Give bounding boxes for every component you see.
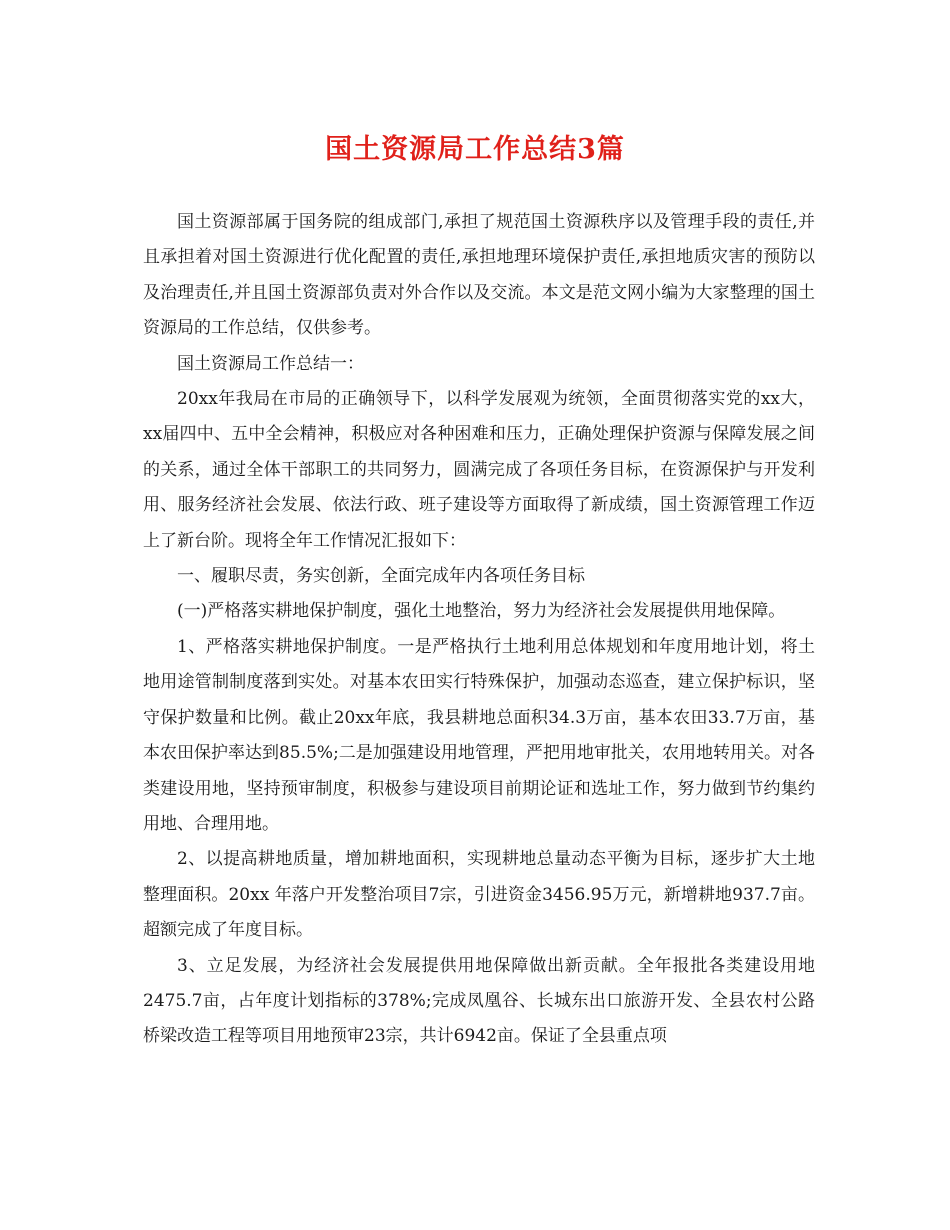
document-title: 国土资源局工作总结3篇 — [325, 134, 625, 165]
paragraph-summary: 20xx年我局在市局的正确领导下，以科学发展观为统领，全面贯彻落实党的xx大，xx届四中、五中全会精神，积极应对各种困难和压力，正确处理保护资源与保障发展之间的关系，通过全体干部职工的共同努力，圆满完成了各项任务目标，在资源保护与开发利用、服务经济社会发展、依法行政、班子建设等方面取得了新成绩，国土资源管理工作迈上了新台阶。现将全年工作情况汇报如下： — [143, 389, 815, 551]
paragraph-intro: 国土资源部属于国务院的组成部门,承担了规范国土资源秩序以及管理手段的责任,并且承担着对国土资源进行优化配置的责任,承担地理环境保护责任,承担地质灾害的预防以及治理责任,并且国土资源部负责对外合作以及交流。本文是范文网小编为大家整理的国土资源局的工作总结，仅供参考。 — [143, 212, 815, 339]
document-body — [143, 205, 815, 1055]
paragraph-item-2: 2、以提高耕地质量，增加耕地面积，实现耕地总量动态平衡为目标，逐步扩大土地整理面积。20xx 年落户开发整治项目7宗，引进资金3456.95万元，新增耕地937.7亩。超额完成了年度目标。 — [143, 849, 815, 941]
paragraph-heading-one: 一、履职尽责，务实创新，全面完成年内各项任务目标 — [177, 566, 585, 587]
paragraph-item-1: 1、严格落实耕地保护制度。一是严格执行土地利用总体规划和年度用地计划，将土地用途管制制度落到实处。对基本农田实行特殊保护，加强动态巡查，建立保护标识，坚守保护数量和比例。截止20xx年底，我县耕地总面积34.3万亩，基本农田33.7万亩，基本农田保护率达到85.5%;二是加强建设用地管理，严把用地审批关，农用地转用关。对各类建设用地，坚持预审制度，积极参与建设项目前期论证和选址工作，努力做到节约集约用地、合理用地。 — [143, 636, 815, 834]
paragraph-subheading-one: (一)严格落实耕地保护制度，强化土地整治，努力为经济社会发展提供用地保障。 — [177, 601, 786, 622]
paragraph-section-heading: 国土资源局工作总结一： — [177, 353, 364, 374]
paragraph-item-3: 3、立足发展，为经济社会发展提供用地保障做出新贡献。全年报批各类建设用地2475.7亩，占年度计划指标的378%;完成凤凰谷、长城东出口旅游开发、全县农村公路桥梁改造工程等项目用地预审23宗，共计6942亩。保证了全县重点项 — [143, 955, 815, 1047]
